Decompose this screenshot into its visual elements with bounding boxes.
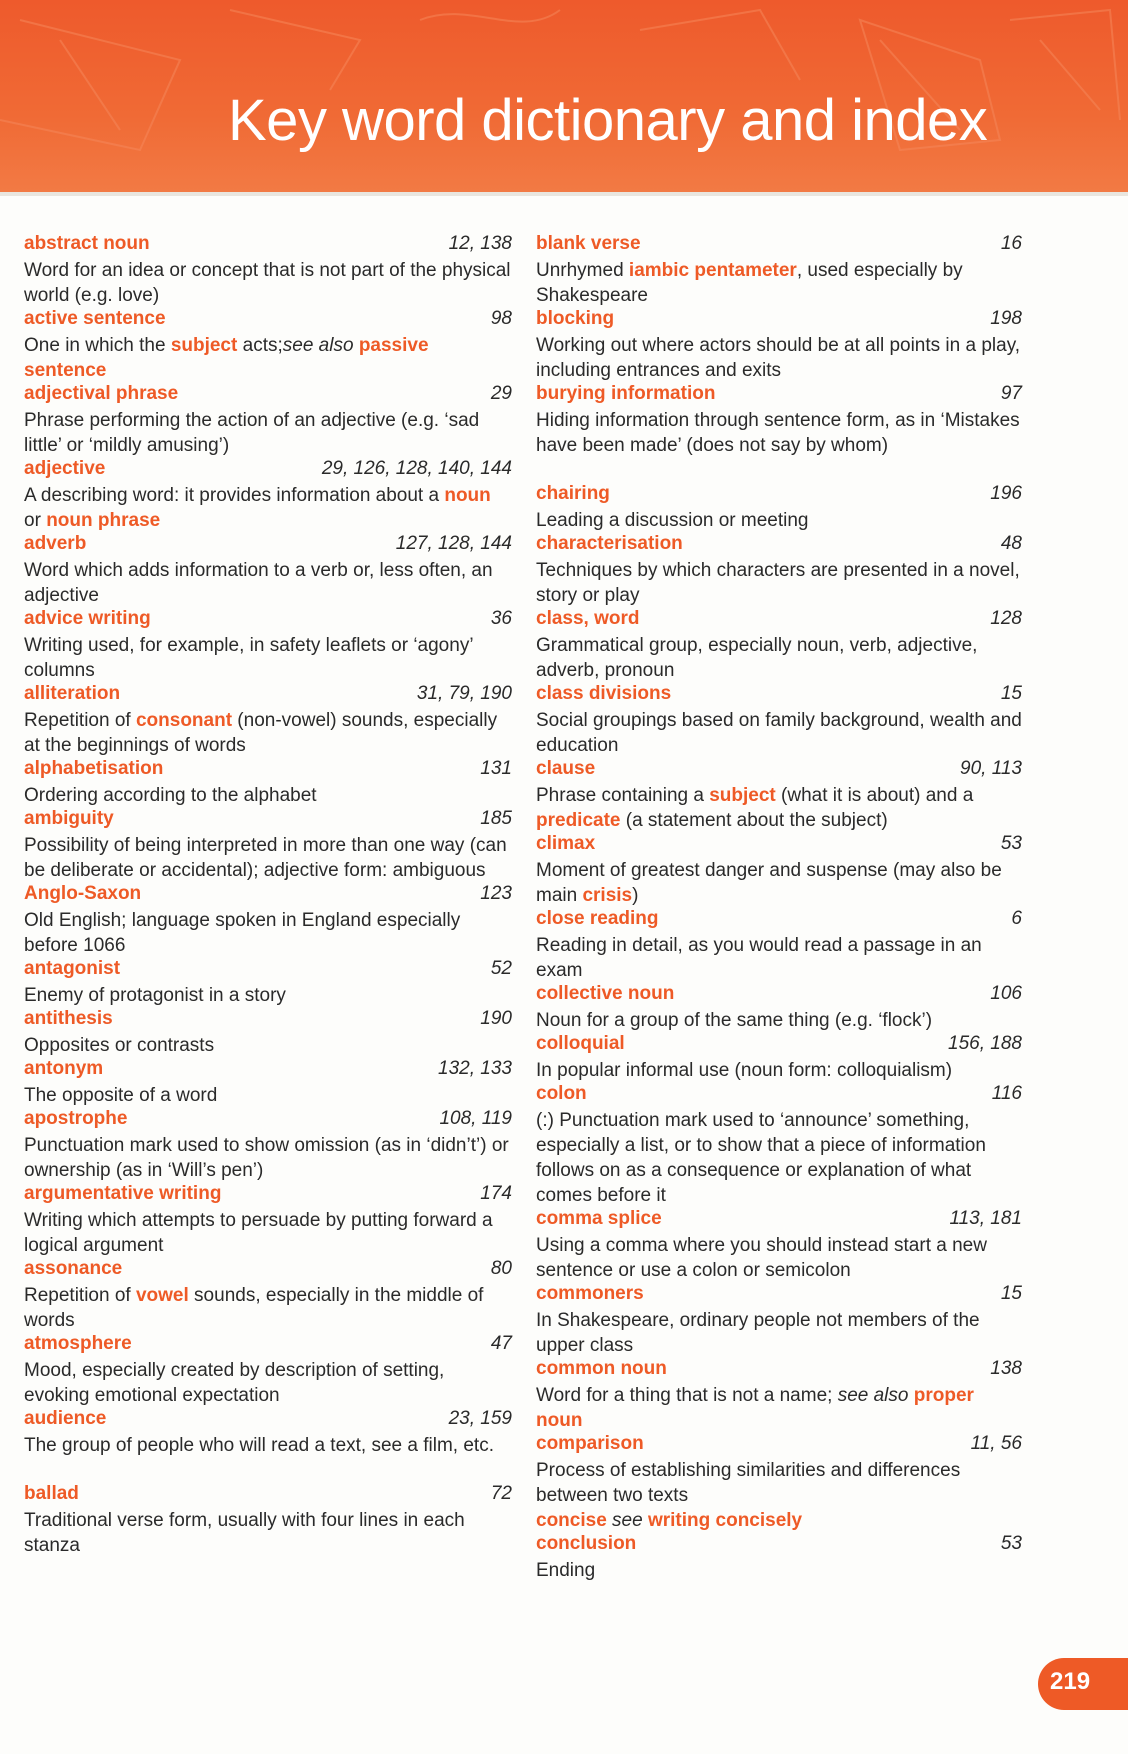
page-references: 131 xyxy=(480,758,512,779)
index-term[interactable]: alphabetisation xyxy=(24,758,164,779)
definition-text: Reading in detail, as you would read a passage in an exam xyxy=(536,935,982,981)
index-entry xyxy=(536,233,1022,308)
index-term[interactable]: audience xyxy=(24,1408,107,1429)
definition-text: Writing which attempts to persuade by putting forward a logical argument xyxy=(24,1210,493,1256)
page-references: 15 xyxy=(1000,1283,1022,1304)
page-references: 138 xyxy=(990,1358,1022,1379)
header-divider xyxy=(0,192,1128,196)
definition-text: Enemy of protagonist in a story xyxy=(24,985,286,1006)
page-references: 108, 119 xyxy=(439,1108,512,1129)
entry-heading xyxy=(24,458,512,483)
definition-text: (non-vowel) sounds, especially at the beginnings of words xyxy=(24,710,498,756)
index-entry xyxy=(24,1333,512,1408)
page-number-tab xyxy=(1038,1658,1128,1710)
entry-definition xyxy=(536,508,1022,533)
definition-text: The opposite of a word xyxy=(24,1085,218,1106)
page-title: Key word dictionary and index xyxy=(228,88,988,153)
page-references: 174 xyxy=(480,1183,512,1204)
definition-text: Using a comma where you should instead start a new sentence or use a colon or semicolon xyxy=(536,1235,987,1281)
entry-heading xyxy=(536,308,1022,333)
cross-reference-term[interactable]: subject xyxy=(709,785,776,806)
cross-reference-term[interactable]: subject xyxy=(170,335,238,356)
entry-heading xyxy=(536,908,1022,933)
index-entry xyxy=(536,908,1022,983)
entry-definition xyxy=(24,408,512,458)
definition-text: Working out where actors should be at all points in a play, including entrances and exits xyxy=(536,335,1021,381)
entry-definition xyxy=(24,1208,512,1258)
entry-heading xyxy=(536,683,1022,708)
page-references: 23, 159 xyxy=(448,1408,512,1429)
page-references: 90, 113 xyxy=(960,758,1022,779)
entry-definition xyxy=(24,1433,512,1458)
entry-definition xyxy=(536,933,1022,983)
entry-definition xyxy=(24,783,512,808)
index-cross-reference xyxy=(536,1508,1022,1533)
index-entry xyxy=(536,1433,1022,1508)
entry-heading xyxy=(536,533,1022,558)
index-entry xyxy=(24,958,512,1008)
index-term[interactable]: abstract noun xyxy=(24,233,150,254)
cross-reference-term[interactable]: noun phrase xyxy=(46,510,161,531)
entry-definition xyxy=(536,558,1022,608)
page-references: 98 xyxy=(490,308,512,329)
page-references: 12, 138 xyxy=(448,233,512,254)
page-references: 127, 128, 144 xyxy=(395,533,512,554)
entry-heading xyxy=(24,883,512,908)
index-entry xyxy=(24,533,512,608)
index-term[interactable]: atmosphere xyxy=(24,1333,132,1354)
page-references: 16 xyxy=(1000,233,1022,254)
page-references: 6 xyxy=(1011,908,1022,929)
entry-definition xyxy=(24,983,512,1008)
entry-heading xyxy=(536,608,1022,633)
entry-definition xyxy=(24,908,512,958)
entry-heading xyxy=(536,983,1022,1008)
page-references: 47 xyxy=(490,1333,512,1354)
index-entry xyxy=(536,833,1022,908)
entry-heading xyxy=(24,1058,512,1083)
index-entry xyxy=(536,1208,1022,1283)
entry-heading xyxy=(536,833,1022,858)
index-term[interactable]: adverb xyxy=(24,533,87,554)
entry-heading xyxy=(24,1183,512,1208)
entry-heading xyxy=(24,683,512,708)
entry-heading xyxy=(24,608,512,633)
index-entry xyxy=(24,1258,512,1333)
cross-reference-term[interactable]: writing concisely xyxy=(647,1510,803,1531)
definition-text: ) xyxy=(632,885,639,906)
cross-reference-term[interactable]: noun xyxy=(444,485,491,506)
entry-definition xyxy=(24,1508,512,1558)
entry-heading xyxy=(24,308,512,333)
index-entry xyxy=(24,1008,512,1058)
page-references: 128 xyxy=(990,608,1022,629)
index-term[interactable]: conclusion xyxy=(536,1533,637,1554)
index-entry xyxy=(536,483,1022,533)
definition-text: Punctuation mark used to show omission (as in ‘didn’t’) or ownership (as in ‘Will’s pen’) xyxy=(24,1135,509,1181)
index-term[interactable]: Anglo-Saxon xyxy=(24,883,142,904)
index-entry xyxy=(24,1108,512,1183)
entry-heading xyxy=(24,1108,512,1133)
right-column xyxy=(536,233,1022,1583)
index-entry xyxy=(536,1083,1022,1208)
page-references: 72 xyxy=(490,1483,512,1504)
page-references: 196 xyxy=(990,483,1022,504)
index-entry xyxy=(536,983,1022,1033)
entry-heading xyxy=(536,1533,1022,1558)
definition-text: Leading a discussion or meeting xyxy=(536,510,809,531)
entry-definition xyxy=(536,1383,1022,1433)
definition-text: In popular informal use (noun form: colloquialism) xyxy=(536,1060,953,1081)
index-entry xyxy=(536,533,1022,608)
index-entry xyxy=(24,1483,512,1558)
definition-text: Repetition of xyxy=(24,1285,136,1306)
index-entry xyxy=(24,1058,512,1108)
index-term[interactable]: comparison xyxy=(536,1433,644,1454)
definition-text: Unrhymed xyxy=(536,260,629,281)
index-entry xyxy=(24,308,512,383)
index-entry xyxy=(536,1508,1022,1533)
index-term[interactable]: ballad xyxy=(24,1483,79,1504)
page-references: 113, 181 xyxy=(949,1208,1022,1229)
entry-definition xyxy=(536,783,1022,833)
entry-heading xyxy=(536,483,1022,508)
index-entry xyxy=(24,383,512,458)
entry-definition xyxy=(24,333,512,383)
page-references: 29 xyxy=(490,383,512,404)
index-entry xyxy=(24,758,512,808)
entry-definition xyxy=(24,633,512,683)
definition-text: (what it is about) and a xyxy=(775,785,974,806)
index-term[interactable]: blocking xyxy=(536,308,615,329)
index-entry xyxy=(536,683,1022,758)
see-also-text: see also xyxy=(282,335,354,356)
entry-heading xyxy=(536,1283,1022,1308)
entry-definition xyxy=(24,1283,512,1333)
entry-definition xyxy=(536,708,1022,758)
entry-definition xyxy=(536,1233,1022,1283)
page-references: 106 xyxy=(990,983,1022,1004)
see-also-text: see also xyxy=(837,1385,909,1406)
index-term[interactable]: colon xyxy=(536,1083,587,1104)
index-entry xyxy=(536,1033,1022,1083)
index-entry xyxy=(536,1358,1022,1433)
page-references: 80 xyxy=(490,1258,512,1279)
entry-definition xyxy=(536,408,1022,458)
definition-text: (:) Punctuation mark used to ‘announce’ something, especially a list, or to show that a piece of information follows on as a consequence or explanation of what comes before it xyxy=(536,1110,986,1206)
entry-definition xyxy=(24,1133,512,1183)
definition-text: , used especially by Shakespeare xyxy=(536,260,963,306)
cross-reference-term[interactable]: crisis xyxy=(582,885,633,906)
definition-text: Techniques by which characters are presented in a novel, story or play xyxy=(536,560,1020,606)
cross-reference-term[interactable]: predicate xyxy=(536,810,621,831)
index-entry xyxy=(24,1183,512,1258)
index-entry xyxy=(536,1283,1022,1358)
definition-text: Repetition of xyxy=(24,710,136,731)
entry-heading xyxy=(24,233,512,258)
entry-definition xyxy=(24,258,512,308)
index-entry xyxy=(24,1408,512,1458)
definition-text: Ending xyxy=(536,1560,596,1581)
definition-text: Process of establishing similarities and differences between two texts xyxy=(536,1460,961,1506)
page-references: 97 xyxy=(1000,383,1022,404)
page-references: 190 xyxy=(480,1008,512,1029)
entry-heading xyxy=(24,758,512,783)
entry-heading xyxy=(536,758,1022,783)
definition-text: Writing used, for example, in safety leaflets or ‘agony’ columns xyxy=(24,635,473,681)
page-references: 53 xyxy=(1000,833,1022,854)
index-term[interactable]: commoners xyxy=(536,1283,644,1304)
definition-text: Word for a thing that is not a name; xyxy=(536,1385,838,1406)
definition-text: In Shakespeare, ordinary people not members of the upper class xyxy=(536,1310,980,1356)
definition-text: Traditional verse form, usually with four lines in each stanza xyxy=(24,1510,465,1556)
index-entry xyxy=(536,383,1022,458)
definition-text: sounds, especially in the middle of words xyxy=(24,1285,484,1331)
index-term[interactable]: burying information xyxy=(536,383,716,404)
page-references: 36 xyxy=(490,608,512,629)
index-entry xyxy=(24,883,512,958)
definition-text: Mood, especially created by description of setting, evoking emotional expectation xyxy=(24,1360,445,1406)
entry-definition xyxy=(536,1008,1022,1033)
cross-reference-term[interactable]: consonant xyxy=(135,710,233,731)
index-term[interactable]: climax xyxy=(536,833,596,854)
index-term[interactable]: adjective xyxy=(24,458,106,479)
page-header xyxy=(0,0,1128,192)
definition-text: Word which adds information to a verb or, less often, an adjective xyxy=(24,560,493,606)
index-term[interactable]: antagonist xyxy=(24,958,121,979)
entry-heading xyxy=(536,233,1022,258)
index-term[interactable]: ambiguity xyxy=(24,808,114,829)
page-references: 15 xyxy=(1000,683,1022,704)
index-term[interactable]: comma splice xyxy=(536,1208,662,1229)
entry-definition xyxy=(536,1558,1022,1583)
page-references: 123 xyxy=(480,883,512,904)
entry-definition xyxy=(24,833,512,883)
definition-text: Old English; language spoken in England especially before 1066 xyxy=(24,910,461,956)
index-entry xyxy=(24,608,512,683)
entry-heading xyxy=(536,1208,1022,1233)
page-references: 31, 79, 190 xyxy=(416,683,512,704)
index-term[interactable]: chairing xyxy=(536,483,610,504)
index-term[interactable]: assonance xyxy=(24,1258,123,1279)
definition-text: A describing word: it provides information about a xyxy=(24,485,445,506)
entry-definition xyxy=(24,1033,512,1058)
entry-heading xyxy=(536,1358,1022,1383)
definition-text: Ordering according to the alphabet xyxy=(24,785,317,806)
page-references: 29, 126, 128, 140, 144 xyxy=(321,458,512,479)
entry-heading xyxy=(536,383,1022,408)
entry-heading xyxy=(24,533,512,558)
definition-text: (a statement about the subject) xyxy=(620,810,888,831)
definition-text: One in which the xyxy=(24,335,171,356)
entry-definition xyxy=(536,1058,1022,1083)
entry-definition xyxy=(24,558,512,608)
entry-definition xyxy=(536,858,1022,908)
entry-heading xyxy=(536,1433,1022,1458)
definition-text: Grammatical group, especially noun, verb, adjective, adverb, pronoun xyxy=(536,635,978,681)
definition-text: Noun for a group of the same thing (e.g. ‘flock’) xyxy=(536,1010,933,1031)
entry-definition xyxy=(24,1083,512,1108)
index-term[interactable]: apostrophe xyxy=(24,1108,128,1129)
entry-heading xyxy=(536,1083,1022,1108)
entry-definition xyxy=(536,333,1022,383)
page-number: 219 xyxy=(1050,1668,1091,1695)
left-column xyxy=(24,233,512,1558)
cross-reference-term[interactable]: concise xyxy=(536,1510,607,1531)
index-entry xyxy=(536,608,1022,683)
definition-text: The group of people who will read a text, see a film, etc. xyxy=(24,1435,494,1456)
index-term[interactable]: class, word xyxy=(536,608,640,629)
entry-heading xyxy=(24,1483,512,1508)
definition-text: Hiding information through sentence form, as in ‘Mistakes have been made’ (does not say by whom) xyxy=(536,410,1020,456)
cross-reference-term[interactable]: iambic pentameter xyxy=(628,260,797,281)
index-term[interactable]: blank verse xyxy=(536,233,641,254)
entry-definition xyxy=(536,1458,1022,1508)
index-term[interactable]: alliteration xyxy=(24,683,121,704)
definition-text: Possibility of being interpreted in more than one way (can be deliberate or accidental); adjective form: ambiguous xyxy=(24,835,507,881)
page-references: 156, 188 xyxy=(948,1033,1022,1054)
entry-definition xyxy=(24,1358,512,1408)
entry-definition xyxy=(536,258,1022,308)
definition-text: Phrase performing the action of an adjective (e.g. ‘sad little’ or ‘mildly amusing’) xyxy=(24,410,480,456)
entry-heading xyxy=(24,1408,512,1433)
page-references: 116 xyxy=(991,1083,1022,1104)
cross-reference-term[interactable]: proper noun xyxy=(536,1385,974,1431)
index-term[interactable]: antithesis xyxy=(24,1008,113,1029)
entry-definition xyxy=(536,1308,1022,1358)
cross-reference-term[interactable]: vowel xyxy=(135,1285,189,1306)
index-entry xyxy=(24,683,512,758)
index-entry xyxy=(24,233,512,308)
entry-heading xyxy=(24,1333,512,1358)
entry-definition xyxy=(536,633,1022,683)
index-entry xyxy=(536,758,1022,833)
index-entry xyxy=(24,458,512,533)
definition-text: Opposites or contrasts xyxy=(24,1035,215,1056)
page-references: 185 xyxy=(480,808,512,829)
entry-definition xyxy=(24,483,512,533)
entry-definition xyxy=(24,708,512,758)
definition-text: Phrase containing a xyxy=(536,785,710,806)
index-term[interactable]: characterisation xyxy=(536,533,683,554)
entry-heading xyxy=(24,808,512,833)
index-term[interactable]: adjectival phrase xyxy=(24,383,179,404)
definition-text: acts; xyxy=(237,335,283,356)
definition-text: or xyxy=(24,510,47,531)
index-term[interactable]: argumentative writing xyxy=(24,1183,222,1204)
index-entry xyxy=(536,308,1022,383)
definition-text: Word for an idea or concept that is not part of the physical world (e.g. love) xyxy=(24,260,511,306)
page-references: 53 xyxy=(1000,1533,1022,1554)
index-term[interactable]: common noun xyxy=(536,1358,667,1379)
entry-heading xyxy=(536,1033,1022,1058)
index-entry xyxy=(24,808,512,883)
index-term[interactable]: advice writing xyxy=(24,608,151,629)
index-term[interactable]: active sentence xyxy=(24,308,166,329)
entry-heading xyxy=(24,958,512,983)
index-term[interactable]: clause xyxy=(536,758,596,779)
index-entry xyxy=(536,1533,1022,1583)
definition-text: Social groupings based on family background, wealth and education xyxy=(536,710,1022,756)
index-term[interactable]: collective noun xyxy=(536,983,675,1004)
see-also-text: see xyxy=(612,1510,643,1531)
entry-definition xyxy=(536,1108,1022,1208)
entry-heading xyxy=(24,383,512,408)
cross-reference-term[interactable]: passive sentence xyxy=(24,335,429,381)
index-term[interactable]: close reading xyxy=(536,908,659,929)
index-term[interactable]: class divisions xyxy=(536,683,672,704)
page-references: 198 xyxy=(990,308,1022,329)
page-references: 11, 56 xyxy=(970,1433,1022,1454)
index-term[interactable]: colloquial xyxy=(536,1033,625,1054)
entry-heading xyxy=(24,1008,512,1033)
definition-text: Moment of greatest danger and suspense (may also be main xyxy=(536,860,1002,906)
index-term[interactable]: antonym xyxy=(24,1058,104,1079)
page-references: 132, 133 xyxy=(438,1058,512,1079)
page-references: 52 xyxy=(490,958,512,979)
entry-heading xyxy=(24,1258,512,1283)
page-references: 48 xyxy=(1000,533,1022,554)
